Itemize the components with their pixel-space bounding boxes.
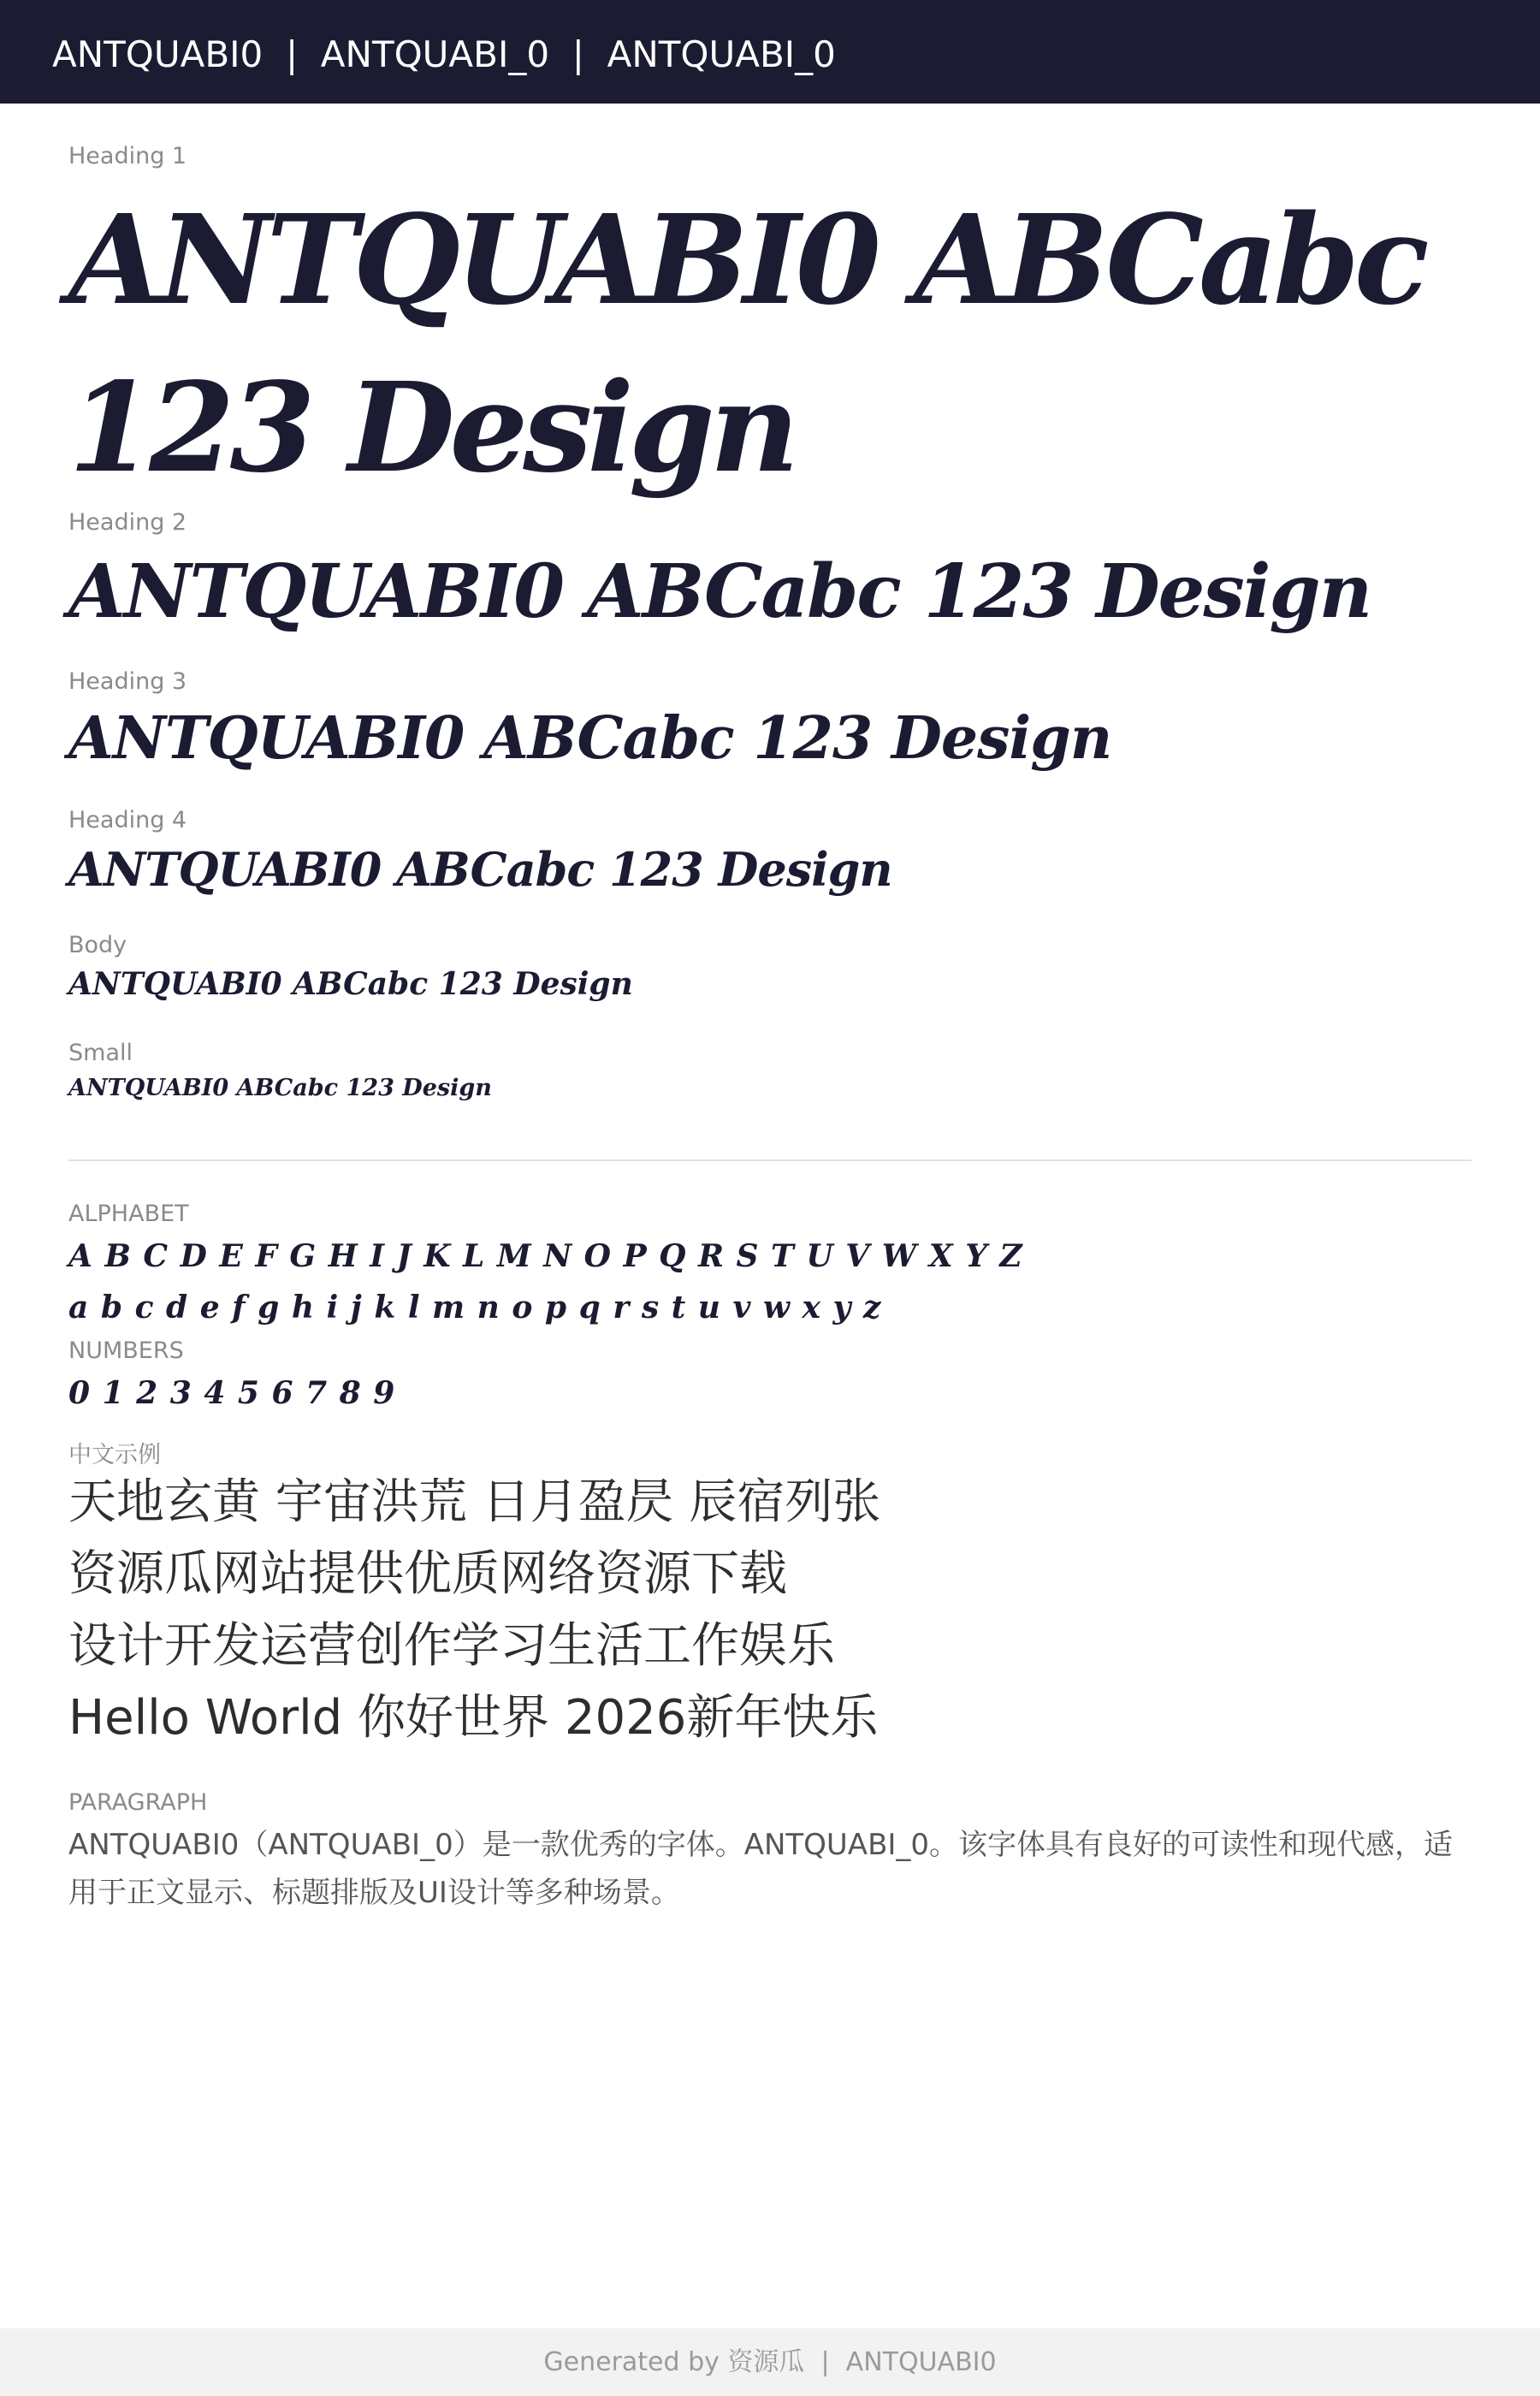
body-label: Body bbox=[68, 932, 127, 958]
font-name-title: ANTQUABI0 | ANTQUABI_0 | ANTQUABI_0 bbox=[52, 33, 836, 75]
chinese-line-1: 天地玄黄 宇宙洪荒 日月盈昃 辰宿列张 bbox=[68, 1474, 881, 1530]
body-sample: ANTQUABI0 ABCabc 123 Design bbox=[68, 966, 633, 1002]
footer-bar bbox=[0, 2328, 1540, 2396]
section-divider bbox=[68, 1159, 1472, 1161]
chinese-sample-label: 中文示例 bbox=[68, 1442, 161, 1468]
heading-4-label: Heading 4 bbox=[68, 807, 187, 833]
small-label: Small bbox=[68, 1040, 133, 1066]
heading-3-label: Heading 3 bbox=[68, 668, 187, 695]
heading-2-sample: ANTQUABI0 ABCabc 123 Design bbox=[68, 549, 1371, 635]
heading-3-sample: ANTQUABI0 ABCabc 123 Design bbox=[68, 704, 1112, 773]
chinese-line-4: Hello World 你好世界 2026新年快乐 bbox=[68, 1690, 879, 1746]
numbers-label: NUMBERS bbox=[68, 1337, 184, 1364]
heading-1-sample: ANTQUABI0 ABCabc 123 Design bbox=[68, 187, 1424, 500]
paragraph-label: PARAGRAPH bbox=[68, 1789, 208, 1816]
chinese-line-3: 设计开发运营创作学习生活工作娱乐 bbox=[68, 1618, 835, 1674]
footer-credit: Generated by 资源瓜 | ANTQUABI0 bbox=[543, 2347, 997, 2377]
header-bar bbox=[0, 0, 1540, 104]
chinese-line-2: 资源瓜网站提供优质网络资源下载 bbox=[68, 1546, 787, 1602]
heading-4-sample: ANTQUABI0 ABCabc 123 Design bbox=[68, 842, 892, 897]
alphabet-label: ALPHABET bbox=[68, 1201, 189, 1227]
numbers-digits: 0 1 2 3 4 5 6 7 8 9 bbox=[68, 1375, 395, 1411]
heading-2-label: Heading 2 bbox=[68, 509, 187, 536]
alphabet-lowercase: a b c d e f g h i j k l m n o p q r s t u v w x y z bbox=[68, 1290, 881, 1326]
small-sample: ANTQUABI0 ABCabc 123 Design bbox=[68, 1075, 492, 1101]
paragraph-text: ANTQUABI0（ANTQUABI_0）是一款优秀的字体。ANTQUABI_0。该字体具有良好的可读性和现代感，适用于正文显示、标题排版及UI设计等多种场景。 bbox=[68, 1828, 1454, 1910]
heading-1-label: Heading 1 bbox=[68, 143, 187, 169]
alphabet-uppercase: A B C D E F G H I J K L M N O P Q R S T U V W X Y Z bbox=[68, 1238, 1022, 1274]
